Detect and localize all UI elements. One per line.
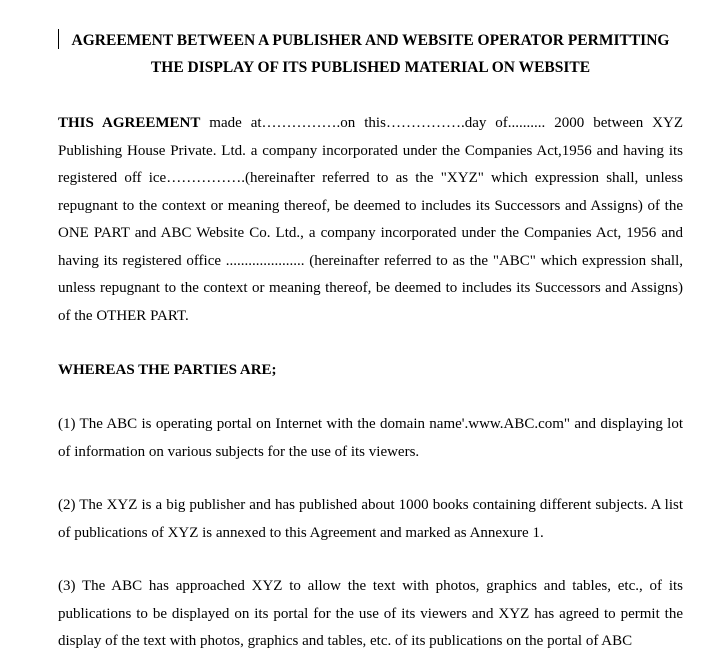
document-title-line-1: AGREEMENT BETWEEN A PUBLISHER AND WEBSITE OPERATOR PERMITTING: [71, 32, 670, 49]
intro-text: made at…………….on this…………….day of.......... 2000 between XYZ Publishing House Private. Ltd. a company incorporated under the Companies Act,1956 and having its registered off ice…………….(hereinafter referred to as the "XYZ" which expression shall, unless repugnant to the context or meaning thereof, be deemed to includes its Successors and Assigns) of the ONE PART and ABC Website Co. Ltd., a company incorporated under the Companies Act, 1956 and having its registered office ..................... (hereinafter referred to as the "ABC" which expression shall, unless repugnant to the context or meaning thereof, be deemed to includes its Successors and Assigns) of the OTHER PART.: [58, 115, 683, 324]
document-page[interactable]: [58, 27, 683, 656]
clause-3: (3) The ABC has approached XYZ to allow the text with photos, graphics and tables, etc., of its publications to be displayed on its portal for the use of its viewers and XYZ has agreed to permit the display of the text with photos, graphics and tables, etc. of its publications on the portal of ABC: [58, 578, 683, 649]
clause-1: (1) The ABC is operating portal on Internet with the domain name'.www.ABC.com" and displaying lot of information on various subjects for the use of its viewers.: [58, 416, 683, 460]
intro-lead: THIS AGREEMENT: [58, 115, 201, 131]
whereas-heading: WHEREAS THE PARTIES ARE;: [58, 362, 277, 378]
intro-paragraph: [58, 110, 683, 330]
clause-2: (2) The XYZ is a big publisher and has published about 1000 books containing different subjects. A list of publications of XYZ is annexed to this Agreement and marked as Annexure 1.: [58, 497, 683, 541]
document-title-line-2: THE DISPLAY OF ITS PUBLISHED MATERIAL ON WEBSITE: [150, 59, 591, 76]
